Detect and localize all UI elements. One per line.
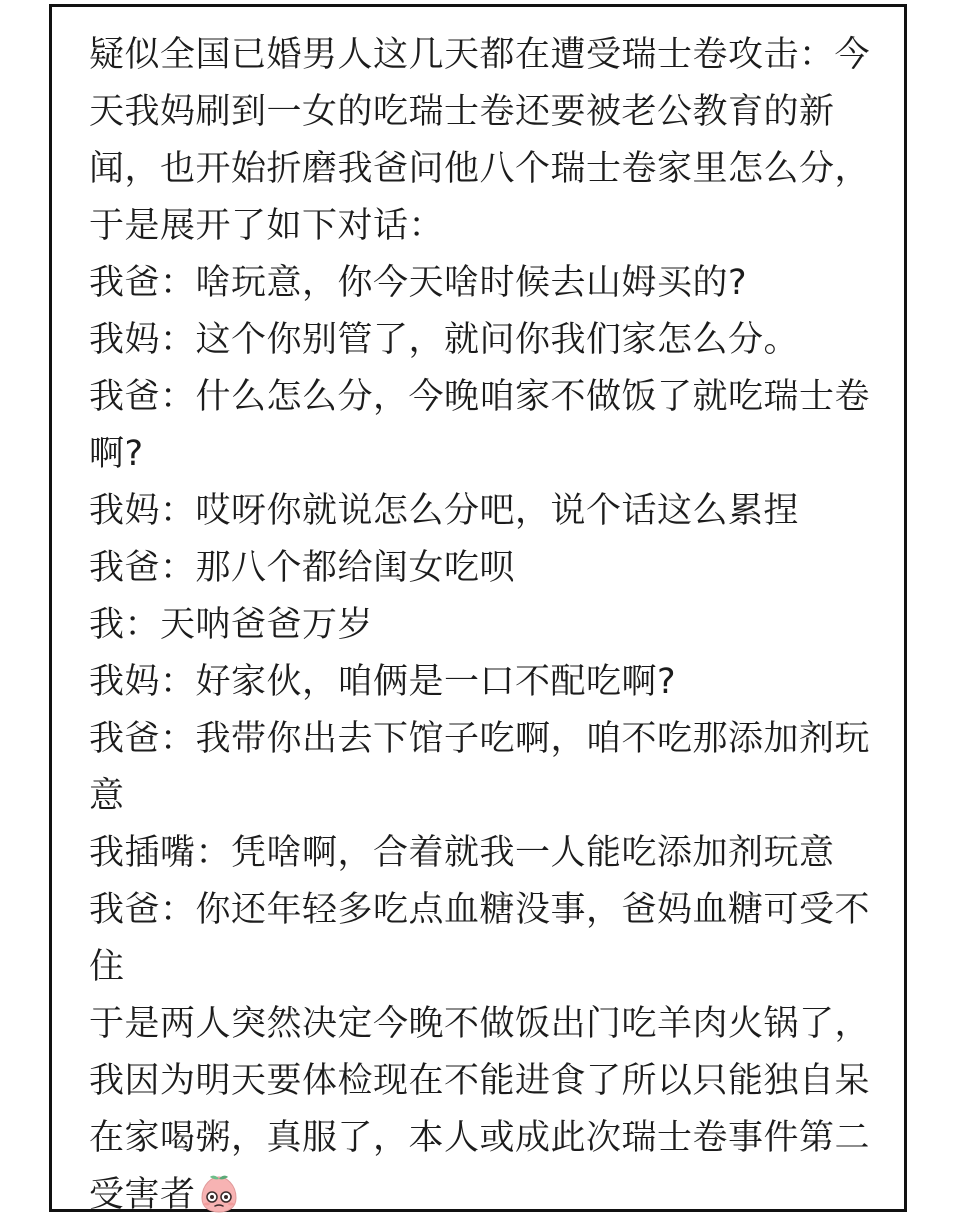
text-line: 在家喝粥，真服了，本人或成此次瑞士卷事件第二 xyxy=(89,1118,871,1158)
dialogue-line-dad: 我爸：啥玩意，你今天啥时候去山姆买的? xyxy=(89,263,748,303)
text-line: 于是展开了如下对话： xyxy=(89,206,445,246)
dialogue-line-mom: 我妈：这个你别管了，就问你我们家怎么分。 xyxy=(89,320,800,360)
post-text-frame xyxy=(49,4,907,1215)
text-line: 闻，也开始折磨我爸问他八个瑞士卷家里怎么分， xyxy=(89,149,871,189)
dialogue-line-dad: 我爸：我带你出去下馆子吃啊，咱不吃那添加剂玩 xyxy=(89,719,871,759)
dialogue-line-me: 我：天呐爸爸万岁 xyxy=(89,605,374,645)
post-text-body xyxy=(89,27,869,1224)
text-line: 于是两人突然决定今晚不做饭出门吃羊肉火锅了， xyxy=(89,1004,871,1044)
dialogue-line-dad: 我爸：什么怎么分，今晚咱家不做饭了就吃瑞士卷 xyxy=(89,377,871,417)
dialogue-line-dad-cont: 啊? xyxy=(89,434,144,474)
dialogue-line-mom: 我妈：哎呀你就说怎么分吧，说个话这么累捏 xyxy=(89,491,800,531)
peach-face-emoji-icon xyxy=(198,1174,240,1232)
dialogue-line-dad-cont: 住 xyxy=(89,947,125,987)
text-line: 我因为明天要体检现在不能进食了所以只能独自呆 xyxy=(89,1061,871,1101)
text-line: 疑似全国已婚男人这几天都在遭受瑞士卷攻击：今 xyxy=(89,35,871,75)
dialogue-line-dad: 我爸：你还年轻多吃点血糖没事，爸妈血糖可受不 xyxy=(89,890,871,930)
text-line-last-text: 受害者 xyxy=(89,1175,196,1215)
dialogue-line-dad-cont: 意 xyxy=(89,776,125,816)
dialogue-line-me: 我插嘴：凭啥啊，合着就我一人能吃添加剂玩意 xyxy=(89,833,835,873)
dialogue-line-mom: 我妈：好家伙，咱俩是一口不配吃啊? xyxy=(89,662,677,702)
text-line: 天我妈刷到一女的吃瑞士卷还要被老公教育的新 xyxy=(89,92,835,132)
dialogue-line-dad: 我爸：那八个都给闺女吃呗 xyxy=(89,548,516,588)
text-line-last xyxy=(89,1167,869,1224)
